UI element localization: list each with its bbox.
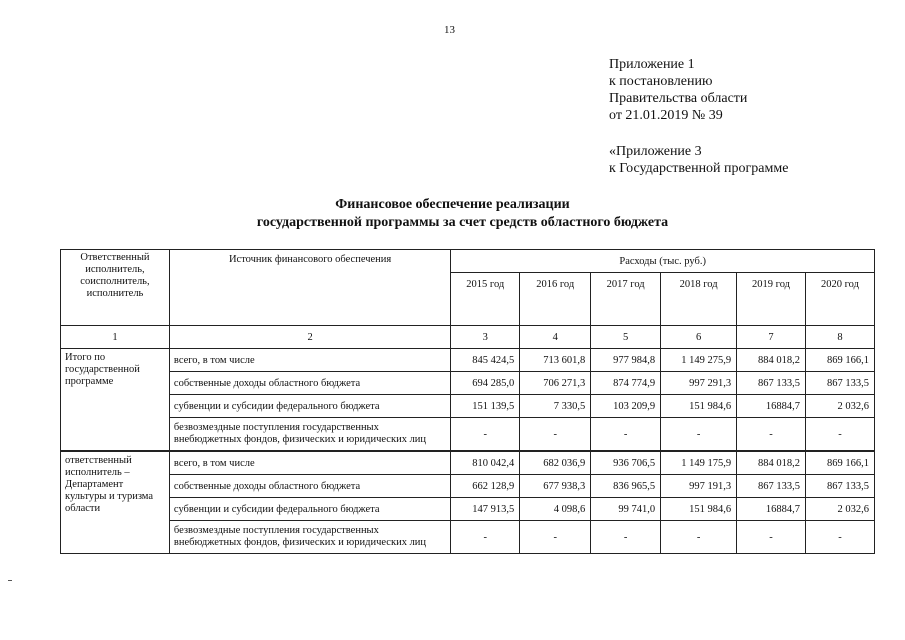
value-cell: 1 149 275,9 xyxy=(661,349,737,372)
value-cell: - xyxy=(737,418,806,452)
value-cell: - xyxy=(661,418,737,452)
value-cell: 874 774,9 xyxy=(591,372,661,395)
source-cell: субвенции и субсидии федерального бюджета xyxy=(169,498,450,521)
value-cell: 151 984,6 xyxy=(661,498,737,521)
value-cell: 977 984,8 xyxy=(591,349,661,372)
value-cell: 7 330,5 xyxy=(520,395,591,418)
column-number: 2 xyxy=(169,326,450,349)
value-cell: - xyxy=(520,418,591,452)
value-cell: 867 133,5 xyxy=(806,372,875,395)
source-cell: субвенции и субсидии федерального бюджета xyxy=(169,395,450,418)
appendix-header xyxy=(609,56,747,124)
header-year: 2020 год xyxy=(806,273,875,326)
value-cell: - xyxy=(520,521,591,554)
value-cell: 706 271,3 xyxy=(520,372,591,395)
header-source: Источник финансового обеспечения xyxy=(169,250,450,326)
table-row xyxy=(61,475,875,498)
value-cell: 867 133,5 xyxy=(737,372,806,395)
column-number: 3 xyxy=(451,326,520,349)
value-cell: 884 018,2 xyxy=(737,349,806,372)
value-cell: - xyxy=(451,521,520,554)
value-cell: 682 036,9 xyxy=(520,451,591,475)
value-cell: - xyxy=(661,521,737,554)
header-year: 2016 год xyxy=(520,273,591,326)
value-cell: - xyxy=(806,521,875,554)
value-cell: - xyxy=(806,418,875,452)
header-year: 2019 год xyxy=(737,273,806,326)
finance-table xyxy=(60,249,875,554)
value-cell: 1 149 175,9 xyxy=(661,451,737,475)
value-cell: 867 133,5 xyxy=(737,475,806,498)
column-number: 1 xyxy=(61,326,170,349)
title-line: Финансовое обеспечение реализации xyxy=(335,197,570,212)
appendix-line: Приложение 1 xyxy=(609,57,695,72)
column-number: 5 xyxy=(591,326,661,349)
value-cell: 936 706,5 xyxy=(591,451,661,475)
value-cell: 810 042,4 xyxy=(451,451,520,475)
executor-cell: ответственный исполнитель – Департамент культуры и туризма области xyxy=(61,451,170,554)
header-executor: Ответственный исполнитель, соисполнитель, исполнитель xyxy=(61,250,170,326)
value-cell: 845 424,5 xyxy=(451,349,520,372)
scan-mark xyxy=(8,580,12,581)
source-cell: безвозмездные поступления государственных внебюджетных фондов, физических и юридических лиц xyxy=(169,418,450,452)
source-cell: всего, в том числе xyxy=(169,451,450,475)
header-year: 2018 год xyxy=(661,273,737,326)
value-cell: - xyxy=(737,521,806,554)
value-cell: 869 166,1 xyxy=(806,451,875,475)
value-cell: 103 209,9 xyxy=(591,395,661,418)
value-cell: 147 913,5 xyxy=(451,498,520,521)
value-cell: - xyxy=(591,418,661,452)
column-number: 7 xyxy=(737,326,806,349)
value-cell: 713 601,8 xyxy=(520,349,591,372)
value-cell: 99 741,0 xyxy=(591,498,661,521)
value-cell: 16884,7 xyxy=(737,498,806,521)
source-cell: всего, в том числе xyxy=(169,349,450,372)
source-cell: собственные доходы областного бюджета xyxy=(169,475,450,498)
table-row xyxy=(61,521,875,554)
appendix-line: Правительства области xyxy=(609,91,748,106)
value-cell: 677 938,3 xyxy=(520,475,591,498)
table-row xyxy=(61,451,875,475)
source-cell: собственные доходы областного бюджета xyxy=(169,372,450,395)
header-year: 2015 год xyxy=(451,273,520,326)
appendix-line: «Приложение 3 xyxy=(609,144,702,159)
value-cell: 4 098,6 xyxy=(520,498,591,521)
value-cell: 997 191,3 xyxy=(661,475,737,498)
value-cell: 997 291,3 xyxy=(661,372,737,395)
value-cell: 151 984,6 xyxy=(661,395,737,418)
source-cell: безвозмездные поступления государственных внебюджетных фондов, физических и юридических лиц xyxy=(169,521,450,554)
table-row xyxy=(61,395,875,418)
table-row xyxy=(61,498,875,521)
appendix-line: от 21.01.2019 № 39 xyxy=(609,108,723,123)
title-line: государственной программы за счет средств областного бюджета xyxy=(256,215,669,230)
value-cell: - xyxy=(591,521,661,554)
table-row xyxy=(61,372,875,395)
table-row xyxy=(61,349,875,372)
page-number: 13 xyxy=(444,24,455,36)
value-cell: - xyxy=(451,418,520,452)
header-year: 2017 год xyxy=(591,273,661,326)
value-cell: 662 128,9 xyxy=(451,475,520,498)
table-row xyxy=(61,418,875,452)
value-cell: 867 133,5 xyxy=(806,475,875,498)
column-number: 8 xyxy=(806,326,875,349)
appendix-line: к Государственной программе xyxy=(609,161,789,176)
column-number: 6 xyxy=(661,326,737,349)
header-expenses: Расходы (тыс. руб.) xyxy=(451,250,875,273)
value-cell: 2 032,6 xyxy=(806,498,875,521)
value-cell: 884 018,2 xyxy=(737,451,806,475)
value-cell: 836 965,5 xyxy=(591,475,661,498)
document-title xyxy=(0,196,905,232)
value-cell: 151 139,5 xyxy=(451,395,520,418)
column-number: 4 xyxy=(520,326,591,349)
value-cell: 16884,7 xyxy=(737,395,806,418)
executor-cell: Итого по государственной программе xyxy=(61,349,170,452)
value-cell: 869 166,1 xyxy=(806,349,875,372)
appendix-line: к постановлению xyxy=(609,74,713,89)
appendix-reference xyxy=(609,143,788,177)
value-cell: 694 285,0 xyxy=(451,372,520,395)
value-cell: 2 032,6 xyxy=(806,395,875,418)
